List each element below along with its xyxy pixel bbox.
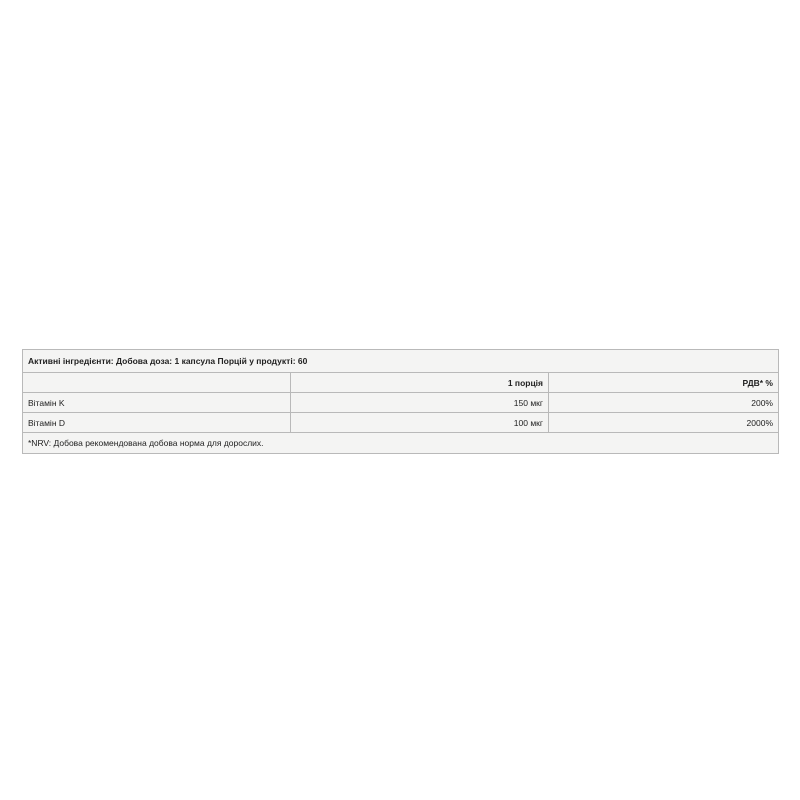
table-header-row [23, 350, 779, 373]
column-header-daily-value: РДВ* % [549, 373, 779, 393]
active-ingredients-header: Активні інгредієнти: Добова доза: 1 капсула Порцій у продукті: 60 [23, 350, 779, 373]
ingredient-amount: 100 мкг [291, 413, 549, 433]
ingredient-amount: 150 мкг [291, 393, 549, 413]
nrv-footnote: *NRV: Добова рекомендована добова норма для дорослих. [23, 433, 779, 454]
column-header-row [23, 373, 779, 393]
column-header-ingredient [23, 373, 291, 393]
table-row [23, 413, 779, 433]
ingredient-daily-value: 200% [549, 393, 779, 413]
ingredient-daily-value: 2000% [549, 413, 779, 433]
supplement-facts-table [22, 349, 779, 454]
footnote-row [23, 433, 779, 454]
ingredient-name: Вітамін K [23, 393, 291, 413]
ingredient-name: Вітамін D [23, 413, 291, 433]
table-row [23, 393, 779, 413]
column-header-serving: 1 порція [291, 373, 549, 393]
